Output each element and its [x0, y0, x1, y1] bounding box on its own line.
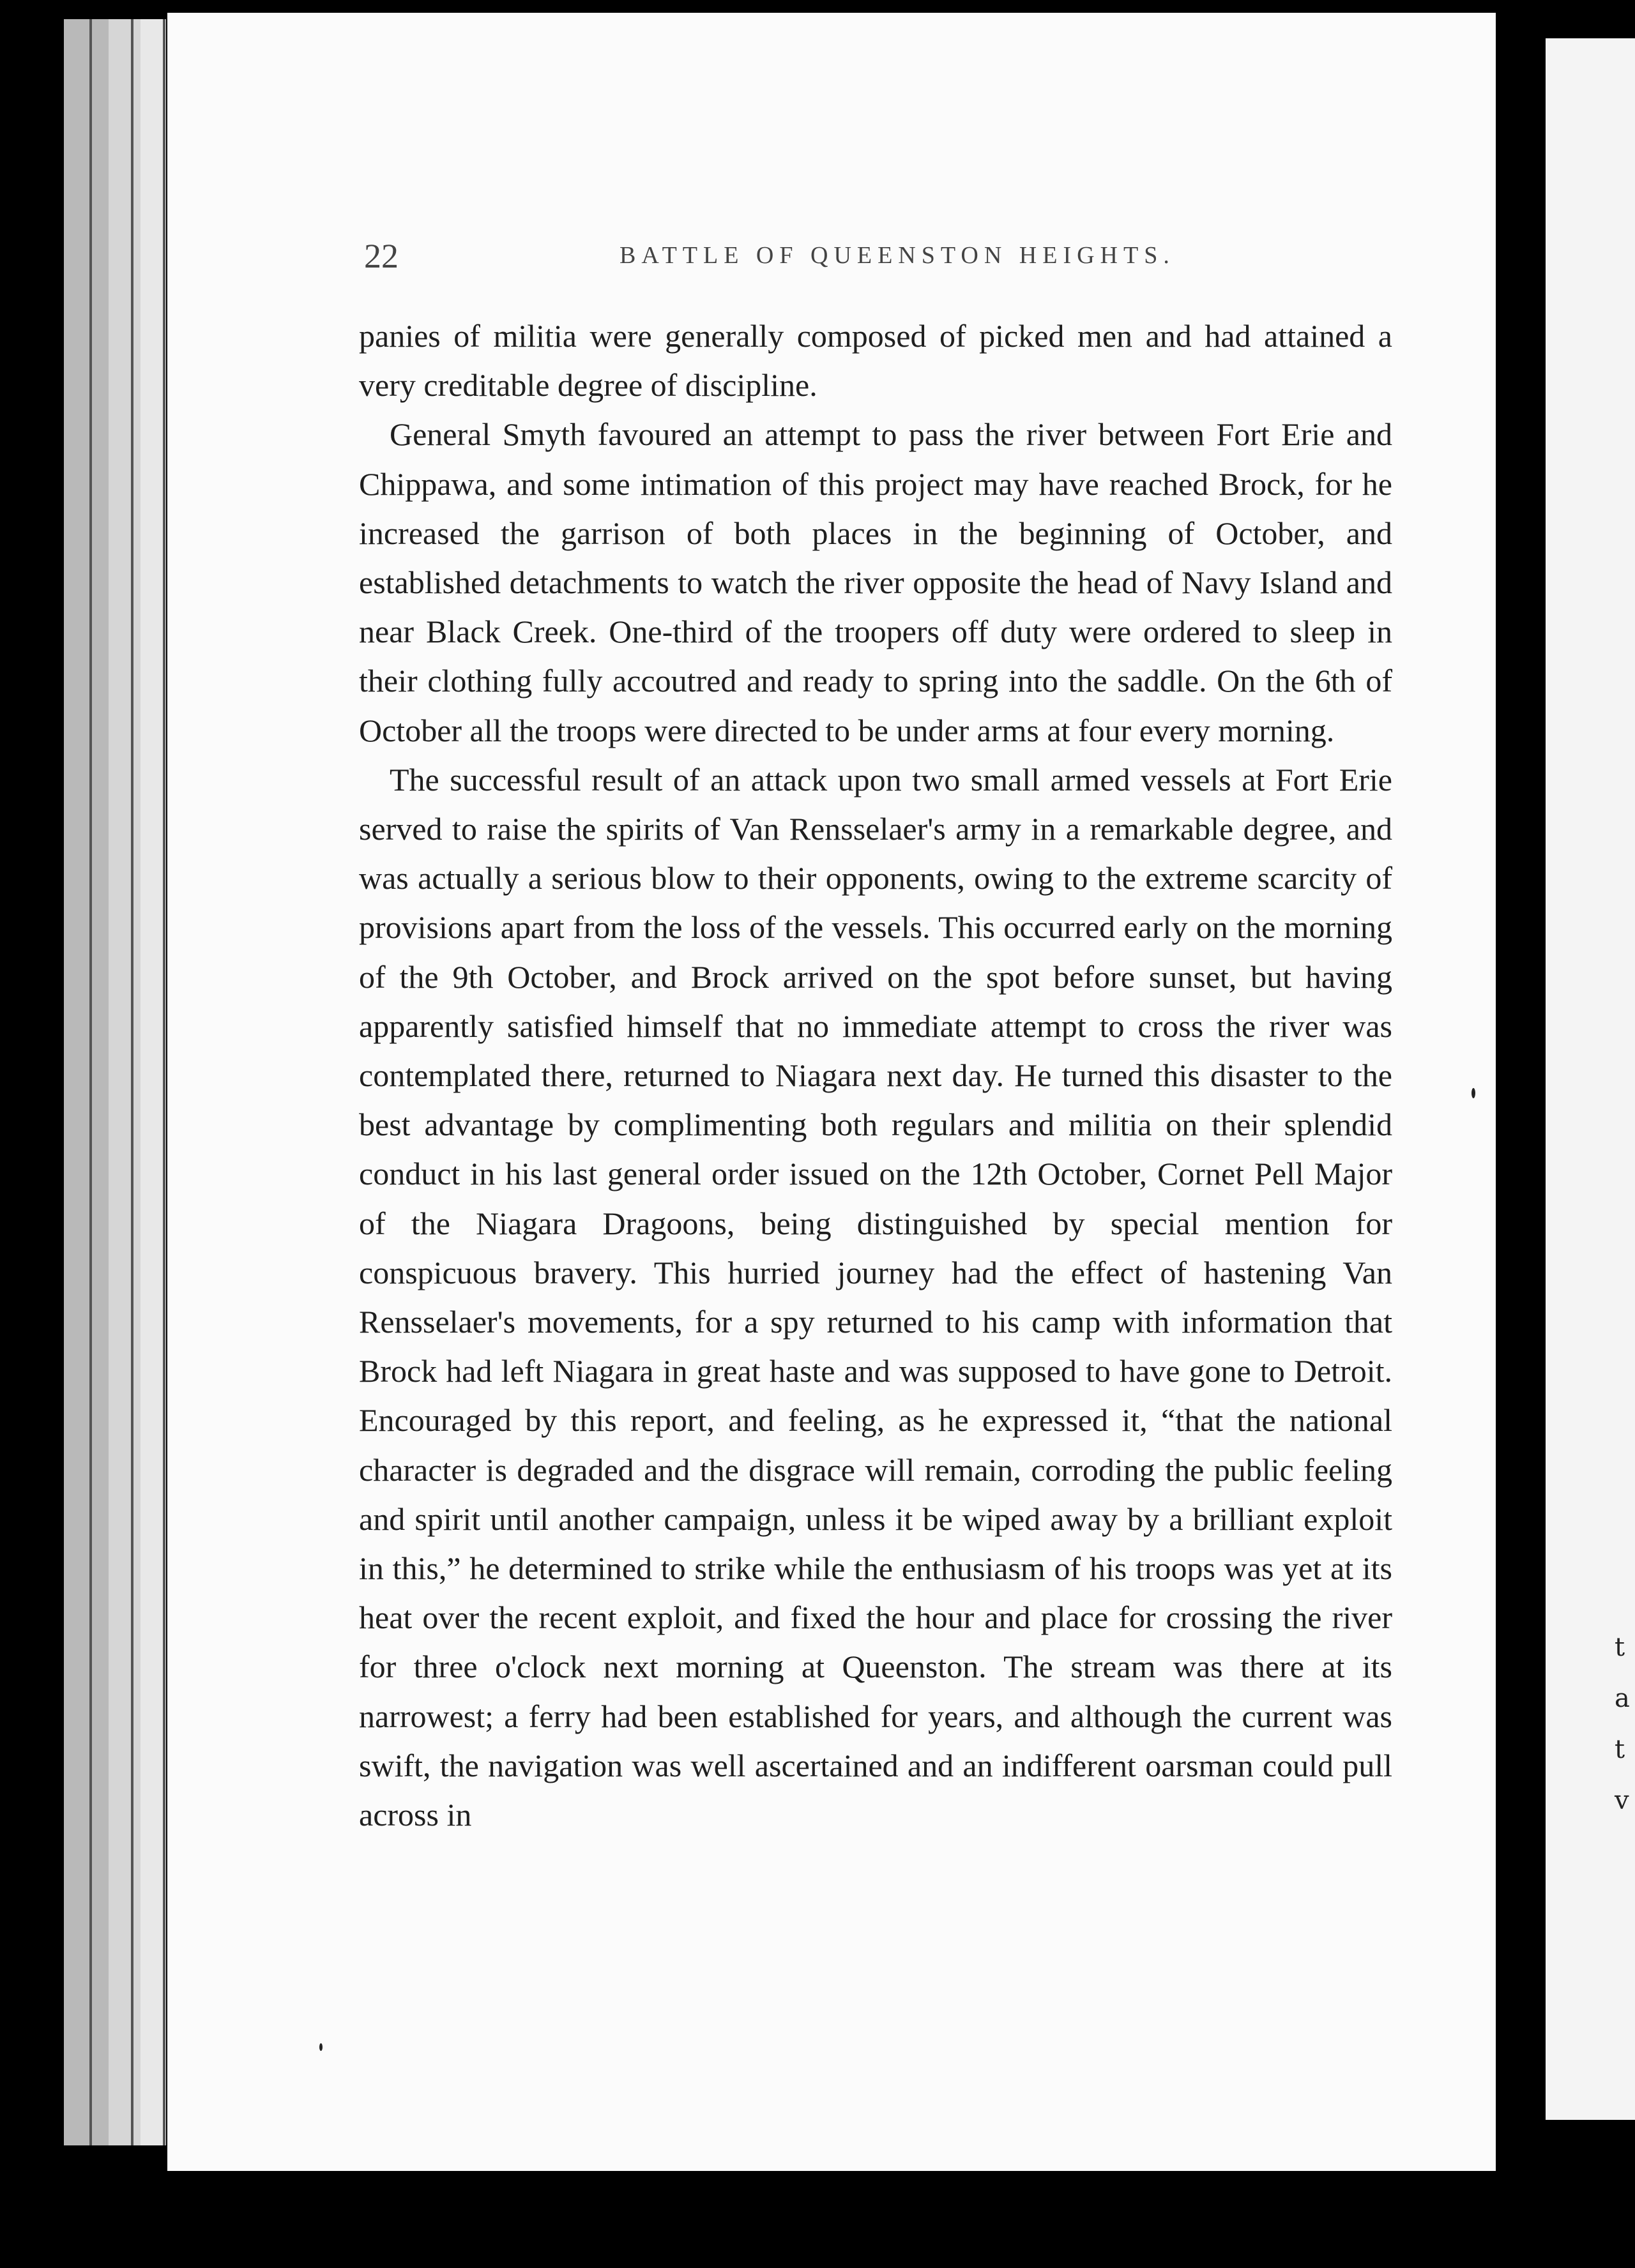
body-text [359, 312, 1392, 1840]
adjacent-letter: a [1615, 1684, 1630, 1713]
adjacent-letter: t [1615, 1735, 1625, 1764]
page-edge-line [163, 19, 165, 2145]
page-number: 22 [364, 237, 399, 275]
running-head: BATTLE OF QUEENSTON HEIGHTS. [620, 242, 1175, 269]
adjacent-page-letters [1615, 1622, 1634, 1826]
scan-speck [319, 2043, 323, 2051]
adjacent-letter: v [1615, 1786, 1629, 1815]
paragraph: panies of militia were generally composed of picked men and had attained a very creditable degree of discipline. [359, 318, 1392, 404]
paragraph: General Smyth favoured an attempt to pass the river between Fort Erie and Chippawa, and some intimation of this project may have reached Brock, for he increased the garrison of both places in the beginning of October, and established detachments to watch the river opposite the head of Navy Island and near Black Creek. One-third of the troopers off duty were ordered to sleep in their clothing fully accoutred and ready to spring into the saddle. On the 6th of October all the troops were directed to be under arms at four every morning. [359, 416, 1392, 748]
paragraph: The successful result of an attack upon two small armed vessels at Fort Erie served to raise the spirits of Van Rensselaer's army in a remarkable degree, and was actually a serious blow to their opponents, owing to the extreme scarcity of provisions apart from the loss of the vessels. This occurred early on the morning of the 9th October, and Brock arrived on the spot before sunset, but having apparently satisfied himself that no immediate attempt to cross the river was contemplated there, returned to Niagara next day. He turned this disaster to the best advantage by complimenting both regulars and militia on their splendid conduct in his last general order issued on the 12th October, Cornet Pell Major of the Niagara Dragoons, being distinguished by special mention for conspicuous bravery. This hurried journey had the effect of hastening Van Rensselaer's movements, for a spy returned to his camp with information that Brock had left Niagara in great haste and was supposed to have gone to Detroit. Encouraged by this report, and feeling, as he expressed it, “that the national character is degraded and the disgrace will remain, corroding the public feeling and spirit until another campaign, unless it be wiped away by a brilliant exploit in this,” he determined to strike while the enthusiasm of his troops was yet at its heat over the recent exploit, and fixed the hour and place for crossing the river for three o'clock next morning at Queenston. The stream was there at its narrowest; a ferry had been established for years, and although the current was swift, the navigation was well ascertained and an indifferent oarsman could pull across in [359, 761, 1392, 1833]
scan-speck [1472, 1088, 1475, 1098]
page-edge-stack [64, 19, 109, 2145]
adjacent-letter: t [1615, 1633, 1625, 1662]
page-edge-line [131, 19, 133, 2145]
page-header [364, 236, 1469, 281]
page-edge-stack [109, 19, 141, 2145]
page-edge-line [89, 19, 92, 2145]
page-edge-stack [141, 19, 166, 2145]
